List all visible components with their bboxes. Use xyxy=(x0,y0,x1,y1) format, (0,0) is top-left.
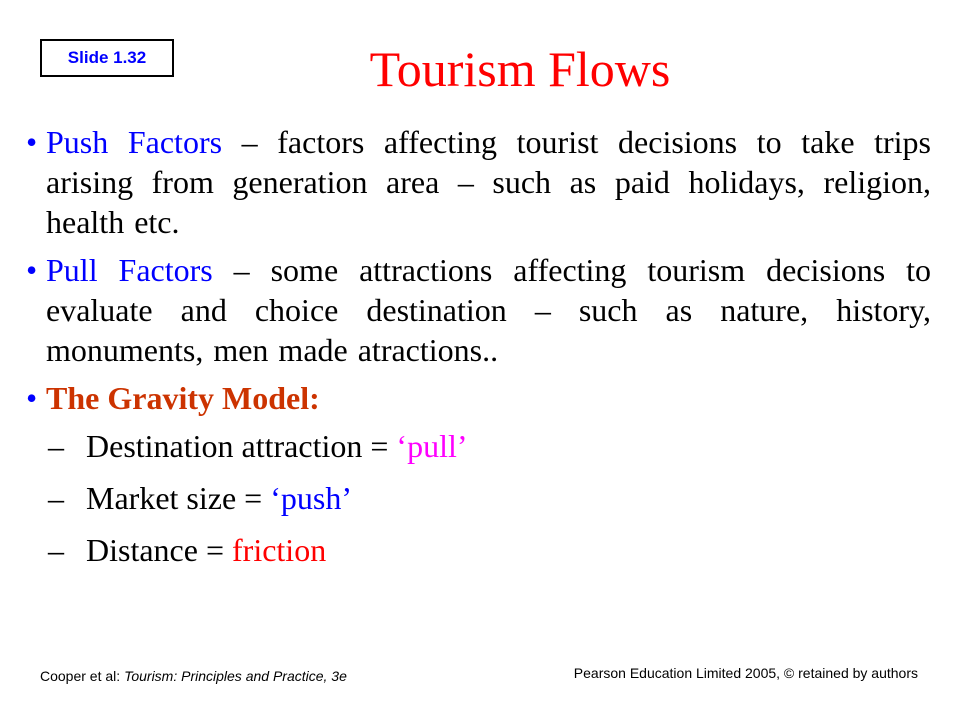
dash-icon: – xyxy=(48,532,64,568)
subbullet-distance xyxy=(26,530,931,570)
pull-factors-description: – some attractions affecting tourism decisions to evaluate and choice destination – such as nature, history, monuments, men made atractions.. xyxy=(46,252,931,368)
slide-body xyxy=(26,122,931,582)
subbullet-market-size xyxy=(26,478,931,518)
bullet-push-text xyxy=(46,122,931,242)
subbullet-label: Distance = xyxy=(86,532,232,568)
footer-citation xyxy=(40,668,347,684)
subbullet-value-pull: ‘pull’ xyxy=(396,428,468,464)
dash-icon: – xyxy=(48,480,64,516)
bullet-pull-factors xyxy=(26,250,931,370)
push-factors-description: – factors affecting tourist decisions to take trips arising from generation area – such as paid holidays, religion, health etc. xyxy=(46,124,932,240)
bullet-dot-icon: • xyxy=(26,124,38,160)
gravity-model-heading: The Gravity Model: xyxy=(46,380,320,416)
subbullet-destination-attraction xyxy=(26,426,931,466)
subbullet-label: Destination attraction = xyxy=(86,428,397,464)
subbullet-value-friction: friction xyxy=(232,532,327,568)
bullet-gravity-model xyxy=(26,378,931,418)
push-factors-term: Push Factors xyxy=(46,124,223,160)
footer-book-title: Tourism: Principles and Practice, 3e xyxy=(124,668,347,684)
subbullet-value-push: ‘push’ xyxy=(270,480,352,516)
subbullet-label: Market size = xyxy=(86,480,271,516)
footer-copyright: Pearson Education Limited 2005, © retained by authors xyxy=(573,665,918,681)
pull-factors-term: Pull Factors xyxy=(46,252,213,288)
footer-author: Cooper et al: xyxy=(40,668,125,684)
bullet-dot-icon: • xyxy=(26,252,38,288)
slide-title: Tourism Flows xyxy=(369,41,671,97)
bullet-dot-icon: • xyxy=(26,380,38,416)
slide-number-badge: Slide 1.32 xyxy=(40,39,174,77)
dash-icon: – xyxy=(48,428,64,464)
bullet-push-factors xyxy=(26,122,931,242)
bullet-pull-text xyxy=(46,250,931,370)
